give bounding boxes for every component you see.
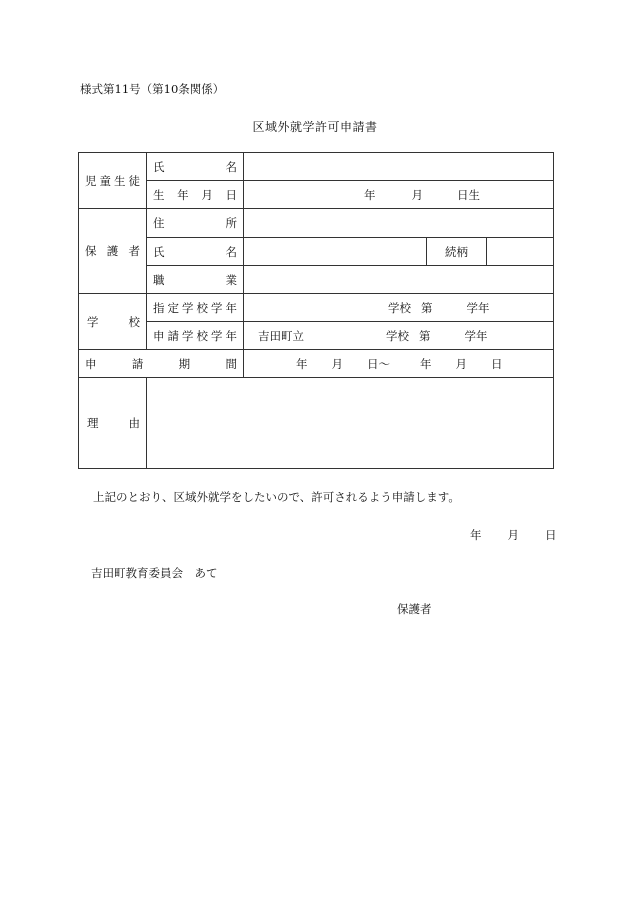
end-year-unit: 年 [420,356,432,371]
designated-school-field[interactable] [244,294,554,322]
guardian-name-field[interactable] [244,238,427,266]
month-unit: 月 [411,187,423,202]
guardian-address-label: 住 所 [147,209,244,238]
relationship-field[interactable] [487,238,554,266]
end-day-unit: 日 [491,356,503,371]
document-title: 区域外就学許可申請書 [252,120,378,134]
guardian-signature-label: 保護者 [397,602,432,616]
student-group-label: 児 童 生 徒 [79,153,147,209]
application-period-field[interactable] [244,350,554,378]
reason-label: 理 由 [79,378,147,469]
reason-field[interactable] [147,378,554,469]
year-unit: 年 [364,187,376,202]
application-date[interactable] [470,528,557,542]
relationship-label: 続柄 [427,238,487,266]
application-form-table [78,152,554,469]
application-statement: 上記のとおり、区域外就学をしたいので、許可されるよう申請します。 [93,490,460,504]
ordinal-prefix: 第 [419,328,431,343]
end-month-unit: 月 [455,356,467,371]
form-number: 様式第11号（第10条関係） [80,82,225,96]
student-name-label: 氏 名 [147,153,244,181]
student-name-field[interactable] [244,153,554,181]
grade-unit: 学年 [466,300,490,315]
school-unit: 学校 [386,328,409,343]
guardian-name-label: 氏 名 [147,238,244,266]
school-group-label: 学 校 [79,294,147,350]
student-birthdate-label: 生 年 月 日 [147,181,244,209]
date-year-unit: 年 [470,528,482,542]
addressee: 吉田町教育委員会 あて [91,566,218,580]
day-birth-unit: 日生 [457,187,480,202]
guardian-group-label: 保 護 者 [79,209,147,294]
town-school-prefix: 吉田町立 [258,328,304,343]
guardian-address-field[interactable] [244,209,554,238]
student-birthdate-field[interactable] [244,181,554,209]
guardian-occupation-label: 職 業 [147,266,244,294]
date-day-unit: 日 [545,528,557,542]
guardian-occupation-field[interactable] [244,266,554,294]
designated-school-label: 指 定 学 校 学 年 [147,294,244,322]
requested-school-label: 申 請 学 校 学 年 [147,322,244,350]
date-month-unit: 月 [507,528,519,542]
ordinal-prefix: 第 [421,300,433,315]
requested-school-field[interactable] [244,322,554,350]
application-period-label: 申 請 期 間 [79,350,244,378]
school-unit: 学校 [388,300,411,315]
start-month-unit: 月 [331,356,343,371]
grade-unit: 学年 [464,328,488,343]
start-year-unit: 年 [296,356,308,371]
start-day-unit: 日～ [367,356,390,371]
